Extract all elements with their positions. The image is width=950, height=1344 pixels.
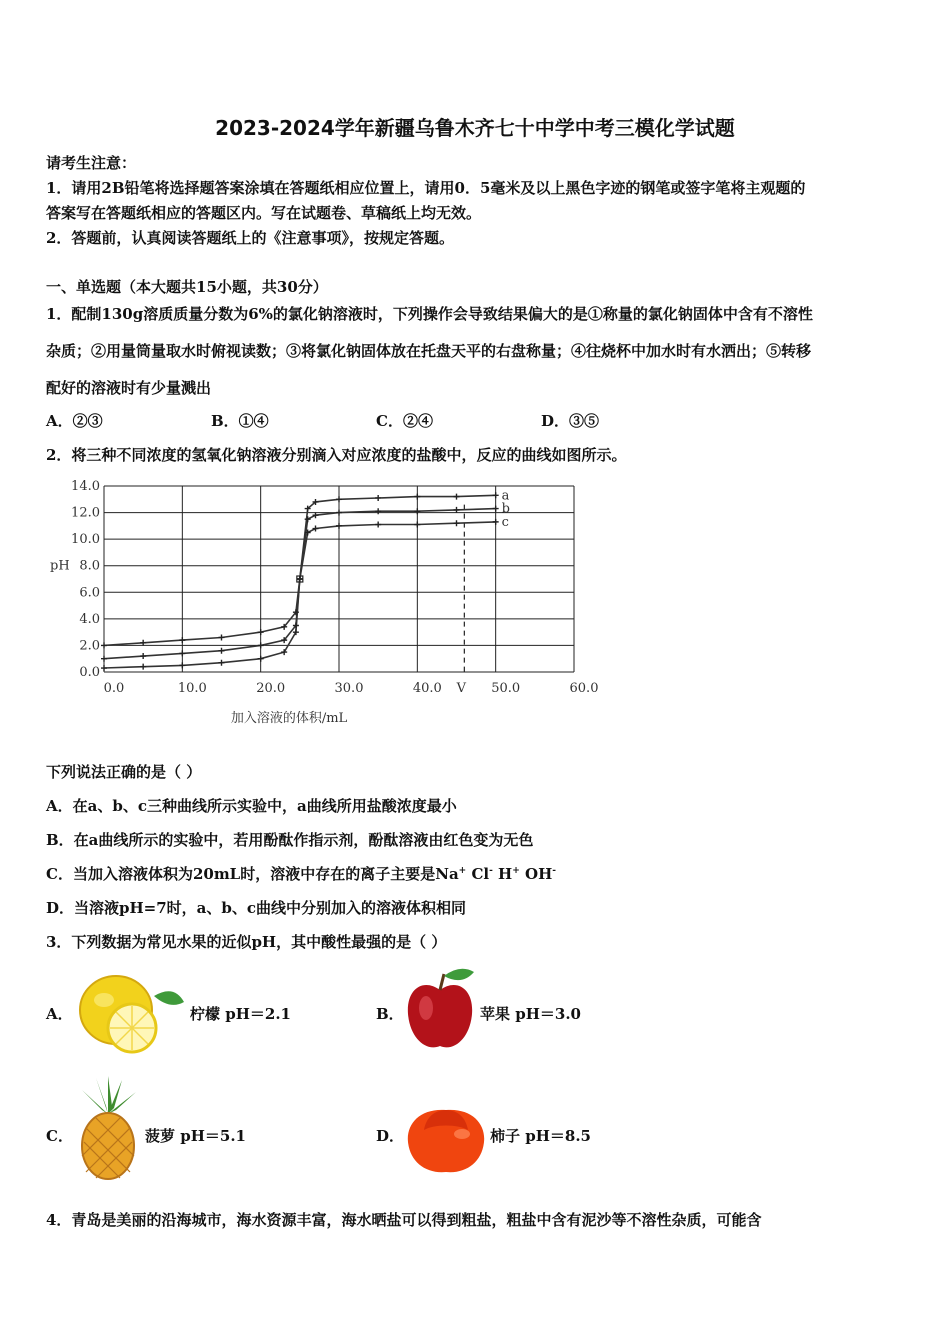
y-tick-label: 6.0 [79, 585, 100, 601]
x-axis-label: 加入溶液的体积/mL [230, 711, 348, 726]
ion-charge: + [512, 866, 520, 876]
series-a-point [493, 492, 499, 498]
q3-option-a-letter[interactable]: A． [46, 1005, 73, 1023]
series-c-point [258, 629, 264, 635]
notice-line-1a: 1．请用2B铅笔将选择题答案涂填在答题纸相应位置上，请用0．5毫米及以上黑色字迹的钢笔或签字笔将主观题的 [46, 179, 806, 197]
lemon-icon [74, 966, 186, 1056]
series-c-point [219, 634, 225, 640]
series-b-point [140, 653, 146, 659]
series-c-point [313, 526, 319, 532]
q3-option-c-letter[interactable]: C． [46, 1127, 73, 1145]
q3-option-d-label[interactable]: 柿子 pH＝8.5 [490, 1127, 591, 1145]
series-a-point [336, 496, 342, 502]
series-a-point [454, 494, 460, 500]
series-b-point [101, 656, 107, 662]
q2-option-d[interactable]: D．当溶液pH=7时，a、b、c曲线中分别加入的溶液体积相同 [46, 899, 467, 917]
q1-option-c[interactable]: C．②④ [376, 412, 433, 430]
series-c-point [414, 522, 420, 528]
v-marker-label: V [456, 681, 467, 696]
notice-heading: 请考生注意： [46, 154, 137, 172]
series-a-label: a [501, 488, 510, 504]
apple-icon [404, 964, 476, 1054]
series-b-point [493, 506, 499, 512]
q1-option-a[interactable]: A．②③ [46, 412, 103, 430]
y-tick-label: 10.0 [71, 532, 100, 548]
chart-svg [46, 474, 606, 734]
series-a-point [375, 495, 381, 501]
series-a-point [140, 664, 146, 670]
x-tick-label: 10.0 [177, 681, 207, 696]
y-tick-label: 0.0 [79, 665, 100, 680]
q3-option-b-label[interactable]: 苹果 pH＝3.0 [480, 1005, 581, 1023]
series-c-point [336, 523, 342, 529]
series-c-line [104, 522, 496, 646]
q3-option-a-label[interactable]: 柠檬 pH＝2.1 [190, 1005, 291, 1023]
ph-titration-chart [46, 474, 606, 734]
q1-line-1: 1．配制130g溶质质量分数为6%的氯化钠溶液时，下列操作会导致结果偏大的是①称量的氯化钠固体中含有不溶性 [46, 305, 813, 323]
series-a-point [219, 660, 225, 666]
x-tick-label: 0.0 [103, 681, 125, 696]
q2-option-c[interactable] [46, 863, 556, 884]
series-c-point [140, 640, 146, 646]
q2-option-a[interactable]: A．在a、b、c三种曲线所示实验中，a曲线所用盐酸浓度最小 [46, 797, 457, 815]
series-b-label: b [501, 501, 510, 517]
pineapple-icon [76, 1076, 140, 1180]
q3-option-c-label[interactable]: 菠萝 pH＝5.1 [145, 1127, 246, 1145]
x-tick-label: 60.0 [569, 681, 599, 696]
y-tick-label: 4.0 [79, 611, 100, 627]
ion-cl: Cl [466, 865, 490, 883]
ion-charge: + [458, 866, 467, 876]
x-tick-label: 20.0 [256, 681, 286, 696]
q2-option-b[interactable]: B．在a曲线所示的实验中，若用酚酞作指示剂，酚酞溶液由红色变为无色 [46, 831, 534, 849]
series-b-point [258, 642, 264, 648]
series-c-point [179, 637, 185, 643]
q2-question: 下列说法正确的是（ ） [46, 763, 202, 781]
series-a-point [258, 656, 264, 662]
series-b-point [179, 650, 185, 656]
series-b-point [336, 510, 342, 516]
notice-line-1b: 答案写在答题纸相应的答题区内。写在试题卷、草稿纸上均无效。 [46, 204, 482, 222]
series-b-point [375, 508, 381, 514]
q2-option-c-text: C．当加入溶液体积为20mL时，溶液中存在的离子主要是Na [46, 865, 459, 883]
series-b-point [219, 648, 225, 654]
series-b-point [313, 512, 319, 518]
series-c-point [297, 576, 303, 582]
q2-stem: 2．将三种不同浓度的氢氧化钠溶液分别滴入对应浓度的盐酸中，反应的曲线如图所示。 [46, 446, 627, 464]
x-tick-label: 40.0 [412, 681, 442, 696]
page-title: 2023-2024学年新疆乌鲁木齐七十中学中考三模化学试题 [215, 116, 735, 140]
q3-option-d-letter[interactable]: D． [376, 1127, 405, 1145]
q1-line-3: 配好的溶液时有少量溅出 [46, 379, 212, 397]
y-axis-label: pH [50, 558, 70, 574]
y-tick-label: 12.0 [71, 505, 100, 521]
series-c-label: c [501, 514, 509, 530]
series-b-point [414, 508, 420, 514]
series-b-point [454, 507, 460, 513]
notice-line-2: 2．答题前，认真阅读答题纸上的《注意事项》，按规定答题。 [46, 229, 454, 247]
ion-oh: OH [519, 865, 553, 883]
ion-charge: - [489, 866, 493, 876]
series-a-point [179, 662, 185, 668]
series-c-point [375, 522, 381, 528]
series-c-point [493, 519, 499, 525]
q1-option-d[interactable]: D．③⑤ [541, 412, 600, 430]
series-a-point [414, 494, 420, 500]
q4-line-1: 4．青岛是美丽的沿海城市，海水资源丰富，海水晒盐可以得到粗盐，粗盐中含有泥沙等不溶性杂质，可能含 [46, 1211, 762, 1229]
q3-stem: 3．下列数据为常见水果的近似pH，其中酸性最强的是（ ） [46, 933, 447, 951]
y-tick-label: 14.0 [71, 479, 100, 494]
series-c-point [454, 520, 460, 526]
q1-option-b[interactable]: B．①④ [211, 412, 269, 430]
y-tick-label: 8.0 [79, 558, 100, 574]
ion-charge: - [552, 866, 556, 876]
q1-line-2: 杂质；②用量筒量取水时俯视读数；③将氯化钠固体放在托盘天平的右盘称量；④往烧杯中加水时有水洒出；⑤转移 [46, 342, 812, 360]
y-tick-label: 2.0 [79, 638, 100, 654]
series-c-point [101, 642, 107, 648]
ion-h: H [492, 865, 513, 883]
section-heading: 一、单选题（本大题共15小题，共30分） [46, 278, 328, 296]
series-a-point [101, 665, 107, 671]
x-tick-label: 30.0 [334, 681, 364, 696]
x-tick-label: 50.0 [491, 681, 521, 696]
q3-option-b-letter[interactable]: B． [376, 1005, 404, 1023]
persimmon-icon [404, 1104, 488, 1178]
